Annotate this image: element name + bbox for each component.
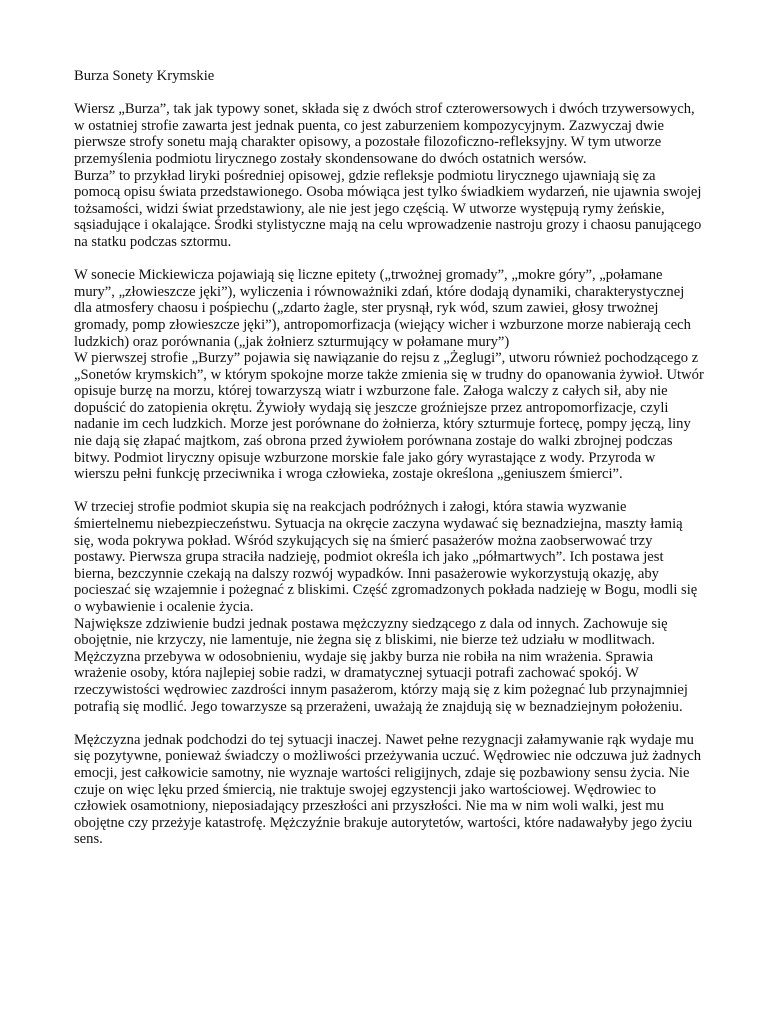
paragraph: Mężczyzna jednak podchodzi do tej sytuacji inaczej. Nawet pełne rezygnacji załamywanie rąk wydaje mu się pozytywne, ponieważ świadczy o możliwości przeżywania uczuć. Wędrowiec nie odczuwa już żadnych emocji, jest całkowicie samotny, nie wyznaje wartości religijnych, zdaje się pozbawiony sensu życia. Nie czuje on więc lęku przed śmiercią, nie traktuje swojej egzystencji jako wartościowej. Wędrowiec to człowiek osamotniony, nieposiadający przeszłości ani przyszłości. Nie ma w nim woli walki, jest mu obojętne czy przeżyje katastrofę. Mężczyźnie brakuje autorytetów, wartości, które nadawałyby jego życiu sens. (74, 731, 702, 848)
section-wanderer (74, 732, 704, 848)
document-title: Burza Sonety Krymskie (74, 68, 215, 84)
paragraph: Burza” to przykład liryki pośredniej opisowej, gdzie refleksje podmiotu lirycznego ujawniają się za pomocą opisu świata przedstawionego. Osoba mówiąca jest tylko świadkiem wydarzeń, nie ujawnia swojej tożsamości, widzi świat przedstawiony, ale nie jest jego częścią. W utworze występują rymy żeńskie, sąsiadujące i okalające. Środki stylistyczne mają na celu wprowadzenie nastroju grozy i chaosu panującego na statku podczas sztormu. (74, 167, 702, 250)
paragraph: Wiersz „Burza”, tak jak typowy sonet, składa się z dwóch strof czterowersowych i dwóch trzywersowych, w ostatniej strofie zawarta jest jednak puenta, co jest zaburzeniem kompozycyjnym. Zazwyczaj dwie pierwsze strofy sonetu mają charakter opisowy, a pozostałe filozoficzno-refleksyjny. W tym utworze przemyślenia podmiotu lirycznego zostały skondensowane do dwóch ostatnich wersów. (74, 101, 695, 167)
paragraph: Największe zdziwienie budzi jednak postawa mężczyzny siedzącego z dala od innych. Zachowuje się obojętnie, nie krzyczy, nie lamentuje, nie żegna się z bliskimi, nie bierze też udziału w modlitwach. Mężczyzna przebywa w odosobnieniu, wydaje się jakby burza nie robiła na nim wrażenia. Sprawia wrażenie osoby, która najlepiej sobie radzi, w dramatycznej sytuacji potrafi zachować spokój. W rzeczywistości wędrowiec zazdrości innym pasażerom, którzy mają się z kim pożegnać lub przynajmniej potrafią się modlić. Jego towarzysze są przerażeni, uważają że znajdują się w beznadziejnym położeniu. (74, 615, 688, 715)
section-stylistic-devices (74, 267, 704, 483)
section-structure (74, 101, 704, 250)
paragraph: W trzeciej strofie podmiot skupia się na reakcjach podróżnych i załogi, która stawia wyzwanie śmiertelnemu niebezpieczeństwu. Sytuacja na okręcie zaczyna wydawać się beznadziejna, maszty łamią się, woda pokrywa pokład. Wśród szykujących się na śmierć pasażerów można zaobserwować trzy postawy. Pierwsza grupa straciła nadzieję, podmiot określa ich jako „półmartwych”. Ich postawa jest bierna, bezczynnie czekają na dalszy rozwój wypadków. Inni pasażerowie wykorzystują okazję, aby pocieszać się wzajemnie i pożegnać z bliskimi. Część zgromadzonych pokłada nadzieję w Bogu, modli się o wybawienie i ocalenie życia. (74, 499, 698, 615)
section-passengers (74, 499, 704, 715)
paragraph: W pierwszej strofie „Burzy” pojawia się nawiązanie do rejsu z „Żeglugi”, utworu również pochodzącego z „Sonetów krymskich”, w którym spokojne morze także zmienia się w trudny do opanowania żywioł. Utwór opisuje burzę na morzu, której towarzyszą wiatr i wzburzone fale. Załoga walczy z całych sił, aby nie dopuścić do zatopienia okrętu. Żywioły wydają się jeszcze groźniejsze przez antropomorfizacje, czyli nadanie im cech ludzkich. Morze jest porównane do żołnierza, który szturmuje fortecę, pompy jęczą, liny nie dają się złapać majtkom, zaś obrona przed żywiołem porównana zostaje do walki zbrojnej podczas bitwy. Podmiot liryczny opisuje wzburzone morskie fale jako góry wyrastające z wody. Przyroda w wierszu pełni funkcję przeciwnika i wroga człowieka, zostaje określona „geniuszem śmierci”. (74, 350, 704, 483)
paragraph: W sonecie Mickiewicza pojawiają się liczne epitety („trwożnej gromady”, „mokre góry”, „połamane mury”, „złowieszcze jęki”), wyliczenia i równoważniki zdań, które dodają dynamiki, charakterystycznej dla atmosfery chaosu i pośpiechu („zdarto żagle, ster prysnął, ryk wód, szum zawiei, głosy trwożnej gromady, pomp złowieszcze jęki”), antropomorfizacja (wiejący wicher i wzburzone morze nabierają cech ludzkich) oraz porównania („jak żołnierz szturmujący w połamane mury”) (74, 267, 691, 350)
document-page (74, 68, 704, 865)
